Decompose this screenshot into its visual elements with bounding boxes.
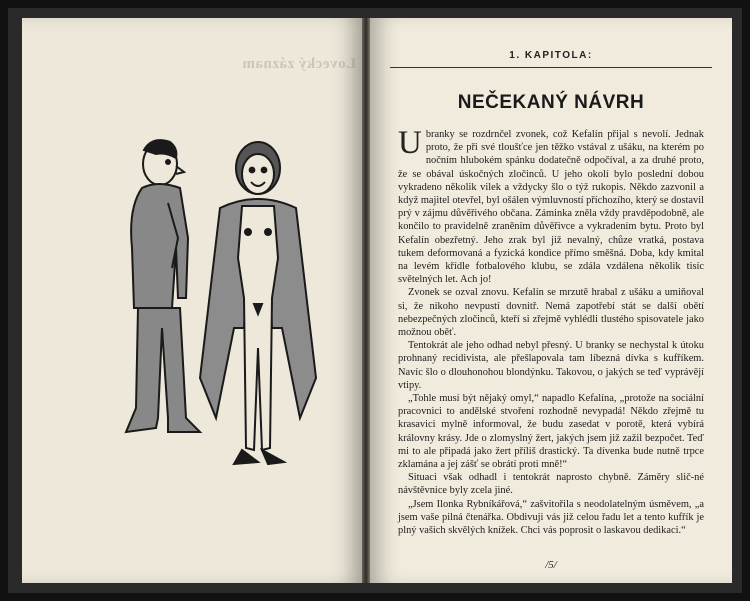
book-spread — [8, 8, 742, 593]
paragraph-6: „Jsem Ilonka Rybníkářová,“ zašvitořila s neodolatelným úsměvem, „a jsem vaše pilná čtenářka. Obdivuji vás již celou řadu let a tento kufřík je plný vašich skvělých knížek. Chci vás poprosit o laskavou dedikaci.“ — [398, 498, 704, 537]
chapter-title: NEČEKANÝ NÁVRH — [457, 92, 645, 113]
paragraph-1-text: branky se rozdrnčel zvonek, což Kefalín přijal s nevolí. Jednak proto, že při své tloušťce jen těžko vstával z ušáku, na kterém po nočním hlubokém spánku dodatečně odpočíval, a za druhé proto, že se obával úskočných zločinců. U jeho okolí bylo poslední dobou vykradeno několik vilek a vždycky šlo o týž rukopis. Někdo zazvonil a když majitel otevřel, byl ošálen výmluvností příchozího, který se dostavil prý v zájmu důvěřivého občana. Záminka zněla vždy pravděpodobně, ale končilo to pravidelně zraněním důvěřivce a vykradením bytu. Proto byl Kefalín obezřetný. Jeho zrak byl již nevalný, chůze vratká, postava tukem deformovaná a fyzická kondice přímo směšná. Doba, kdy kmital na levém křídle fotbalového klubu, se zdála vzdálena několik tisíc světelných let. Ach jo! — [398, 129, 704, 286]
woman-figure — [200, 142, 316, 464]
man-figure — [126, 140, 200, 432]
show-through-text: Lovecký záznam — [242, 56, 357, 72]
paragraph-3: Tentokrát ale jeho odhad nebyl přesný. U branky se nechystal k útoku prohnaný recidivista, ale přešlapovala tam líbezná dívka s kufříkem. Navíc šlo o dlouhonohou blondýnku. Takovou, o jakých se teď vyprávějí vtipy. — [398, 340, 704, 391]
body-text — [398, 125, 704, 537]
page-number: /5/ — [545, 559, 557, 571]
paragraph-2: Zvonek se ozval znovu. Kefalín se mrzutě hrabal z ušáku a umiňoval si, že nikoho nevpustí dovnitř. Nemá zapotřebí stát se další obětí nebezpečných zločinců, kteří si zřejmě vyhlédli tlustého spisovatele jako možnou oběť. — [398, 287, 704, 339]
paragraph-1 — [398, 125, 704, 286]
paragraph-4: „Tohle musí být nějaký omyl,“ napadlo Kefalína, „protože na sociální pracovnici to andělské stvoření rozhodně nevypadá! Někdo zřejmě tu krasavici mylně informoval, že budu zasedat v porotě, která vybírá královny krásy. Jde o zlomyslný žert, jakých jsem již zažil bezpočet. Teď mi to ale připadá jako žert příliš drastický. Ta dívenka bude nutně trpce zklamána a jej zášť se obrátí proti mně!“ — [398, 393, 704, 471]
cartoon-illustration-icon — [122, 128, 322, 498]
right-page — [370, 18, 732, 583]
left-page — [22, 18, 362, 583]
chapter-label: 1. KAPITOLA: — [509, 50, 593, 61]
book-gutter — [362, 18, 370, 583]
drop-cap: U — [398, 125, 422, 161]
paragraph-5: Situaci však odhadl i tentokrát naprosto chybně. Záměry slič-né návštěvnice byly zcela jiné. — [398, 472, 704, 497]
chapter-rule — [390, 67, 712, 68]
